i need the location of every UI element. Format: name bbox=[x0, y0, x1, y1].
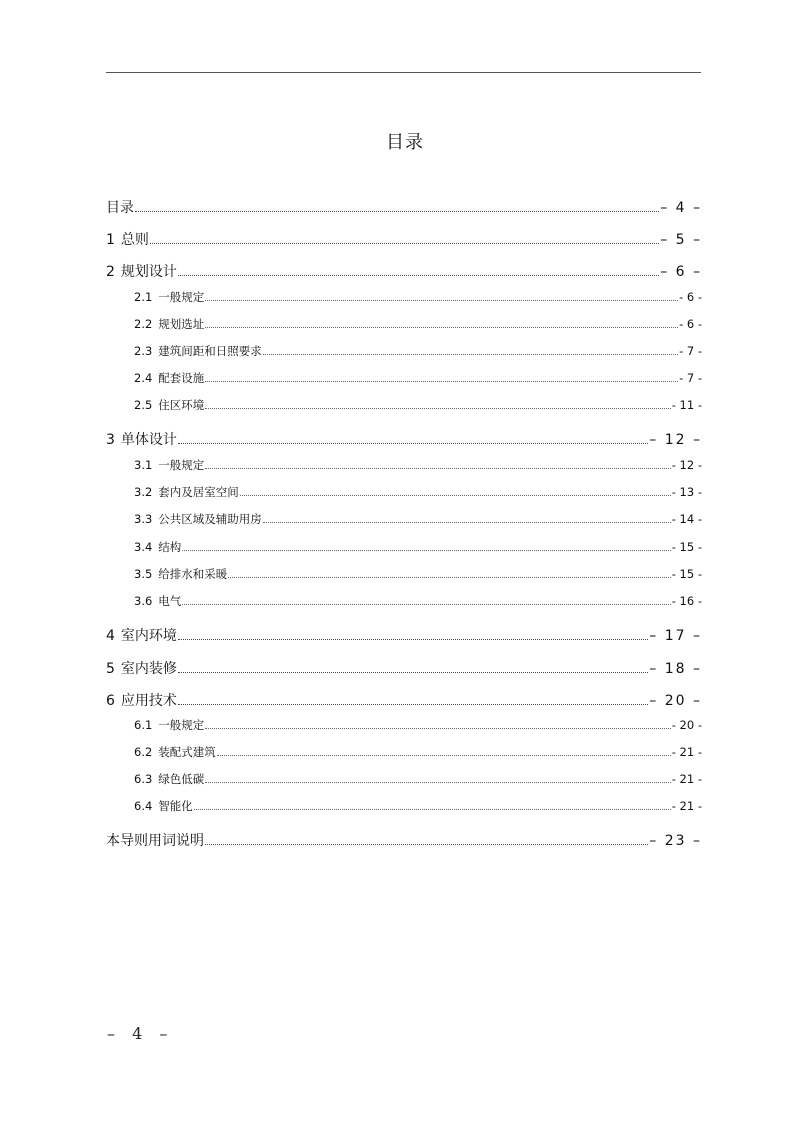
dot-leader bbox=[182, 550, 670, 551]
dot-leader bbox=[263, 522, 671, 523]
toc-entry-text: 室内环境 bbox=[120, 628, 177, 644]
toc-entry-number: 6.1 bbox=[134, 718, 153, 732]
toc-entry-chapter[interactable] bbox=[106, 625, 702, 645]
toc-entry-label bbox=[134, 717, 204, 733]
dot-leader bbox=[217, 755, 671, 756]
toc-entry-text: 电气 bbox=[158, 594, 182, 608]
toc-entry-text: 室内装修 bbox=[120, 661, 177, 677]
toc-entry-section[interactable] bbox=[134, 457, 702, 473]
toc-entry-label bbox=[134, 397, 204, 413]
toc-entry-section[interactable] bbox=[134, 539, 702, 555]
dot-leader bbox=[240, 495, 671, 496]
toc-entry-text: 绿色低碳 bbox=[158, 772, 205, 786]
toc-entry-section[interactable] bbox=[134, 511, 702, 527]
toc-entry-label bbox=[134, 539, 181, 555]
toc-entry-chapter[interactable] bbox=[106, 830, 702, 850]
toc-entry-text: 应用技术 bbox=[120, 693, 177, 709]
toc-entry-label bbox=[134, 744, 216, 760]
toc-entry-label bbox=[106, 197, 134, 217]
toc-entry-text: 单体设计 bbox=[120, 432, 177, 448]
toc-entry-page: – 5 – bbox=[660, 232, 702, 248]
dot-leader bbox=[135, 211, 659, 212]
toc-entry-number: 3.4 bbox=[134, 540, 153, 554]
toc-entry-number: 2.1 bbox=[134, 290, 153, 304]
toc-entry-page: – 20 – bbox=[649, 693, 702, 709]
toc-entry-label bbox=[106, 625, 177, 645]
toc-entry-page: - 21 - bbox=[671, 745, 702, 759]
toc-entry-page: - 21 - bbox=[671, 772, 702, 786]
toc-entry-section[interactable] bbox=[134, 397, 702, 413]
dot-leader bbox=[178, 639, 648, 640]
toc-entry-section[interactable] bbox=[134, 289, 702, 305]
toc-entry-page: - 21 - bbox=[671, 799, 702, 813]
toc-entry-number: 2 bbox=[106, 264, 115, 280]
toc-entry-text: 给排水和采暖 bbox=[158, 567, 228, 581]
dot-leader bbox=[178, 275, 659, 276]
dot-leader bbox=[205, 844, 648, 845]
toc-entry-chapter[interactable] bbox=[106, 658, 702, 678]
dot-leader bbox=[205, 381, 678, 382]
toc-entry-text: 配套设施 bbox=[158, 371, 205, 385]
toc-entry-section[interactable] bbox=[134, 771, 702, 787]
dot-leader bbox=[205, 782, 670, 783]
toc-entry-chapter[interactable] bbox=[106, 197, 702, 217]
toc-entry-text: 住区环境 bbox=[158, 398, 205, 412]
dot-leader bbox=[178, 443, 648, 444]
toc-entry-label bbox=[134, 771, 204, 787]
toc-entry-section[interactable] bbox=[134, 370, 702, 386]
toc-entry-page: – 4 – bbox=[660, 200, 702, 216]
dot-leader bbox=[150, 243, 659, 244]
toc-entry-label bbox=[134, 316, 204, 332]
toc-entry-section[interactable] bbox=[134, 316, 702, 332]
toc-entry-number: 3.5 bbox=[134, 567, 153, 581]
toc-entry-label bbox=[106, 429, 177, 449]
toc-entry-text: 智能化 bbox=[158, 799, 193, 813]
toc-entry-section[interactable] bbox=[134, 593, 702, 609]
dot-leader bbox=[178, 704, 648, 705]
toc-entry-text: 套内及居室空间 bbox=[158, 485, 239, 499]
dot-leader bbox=[205, 300, 678, 301]
toc-entry-number: 3.1 bbox=[134, 458, 153, 472]
toc-entry-page: - 14 - bbox=[671, 512, 702, 526]
dot-leader bbox=[205, 728, 670, 729]
toc-entry-text: 规划设计 bbox=[120, 264, 177, 280]
header-rule bbox=[106, 72, 701, 73]
dot-leader bbox=[182, 604, 670, 605]
toc-entry-label bbox=[134, 566, 227, 582]
toc-entry-number: 6.2 bbox=[134, 745, 153, 759]
dot-leader bbox=[263, 354, 678, 355]
toc-entry-text: 装配式建筑 bbox=[158, 745, 216, 759]
toc-entry-text: 总则 bbox=[120, 232, 149, 248]
dot-leader bbox=[178, 672, 648, 673]
toc-entry-text: 公共区域及辅助用房 bbox=[158, 512, 262, 526]
dot-leader bbox=[205, 327, 678, 328]
toc-entry-page: - 12 - bbox=[671, 458, 702, 472]
toc-entry-label bbox=[106, 261, 177, 281]
toc-entry-label bbox=[134, 370, 204, 386]
toc-entry-number: 2.2 bbox=[134, 317, 153, 331]
toc-entry-page: – 18 – bbox=[649, 661, 702, 677]
toc-entry-label bbox=[134, 511, 262, 527]
toc-entry-section[interactable] bbox=[134, 798, 702, 814]
toc-entry-number: 6.3 bbox=[134, 772, 153, 786]
toc-entry-number: 5 bbox=[106, 661, 115, 677]
toc-entry-text: 一般规定 bbox=[158, 290, 205, 304]
toc-entry-page: - 11 - bbox=[671, 398, 702, 412]
toc-entry-label bbox=[134, 289, 204, 305]
toc-entry-label bbox=[106, 229, 149, 249]
toc-entry-text: 一般规定 bbox=[158, 458, 205, 472]
toc-entry-number: 6 bbox=[106, 693, 115, 709]
toc-entry-number: 2.4 bbox=[134, 371, 153, 385]
toc-entry-page: – 6 – bbox=[660, 264, 702, 280]
dot-leader bbox=[205, 408, 670, 409]
toc-entry-page: – 17 – bbox=[649, 628, 702, 644]
toc-entry-number: 3.3 bbox=[134, 512, 153, 526]
toc-entry-text: 本导则用词说明 bbox=[106, 833, 204, 849]
toc-entry-section[interactable] bbox=[134, 717, 702, 733]
toc-entry-page: - 15 - bbox=[671, 540, 702, 554]
toc-entry-chapter[interactable] bbox=[106, 429, 702, 449]
toc-entry-number: 3.2 bbox=[134, 485, 153, 499]
toc-title: 目录 bbox=[386, 132, 424, 153]
toc-entry-page: - 6 - bbox=[679, 317, 702, 331]
toc-entry-label bbox=[134, 343, 262, 359]
toc-entry-page: - 7 - bbox=[679, 344, 702, 358]
toc-entry-number: 2.3 bbox=[134, 344, 153, 358]
toc-entry-section[interactable] bbox=[134, 566, 702, 582]
toc-entry-section[interactable] bbox=[134, 343, 702, 359]
toc-entry-section[interactable] bbox=[134, 484, 702, 500]
toc-entry-label bbox=[106, 690, 177, 710]
toc-entry-section[interactable] bbox=[134, 744, 702, 760]
dot-leader bbox=[194, 809, 671, 810]
toc-entry-page: - 16 - bbox=[671, 594, 702, 608]
toc-entry-number: 2.5 bbox=[134, 398, 153, 412]
toc-entry-number: 3.6 bbox=[134, 594, 153, 608]
toc-entry-chapter[interactable] bbox=[106, 261, 702, 281]
toc-entry-chapter[interactable] bbox=[106, 229, 702, 249]
toc-entry-label bbox=[106, 830, 204, 850]
footer-page-number: – 4 – bbox=[107, 1024, 174, 1043]
toc-entry-label bbox=[134, 457, 204, 473]
dot-leader bbox=[228, 577, 670, 578]
dot-leader bbox=[205, 468, 670, 469]
toc-entry-text: 结构 bbox=[158, 540, 182, 554]
toc-entry-chapter[interactable] bbox=[106, 690, 702, 710]
toc-entry-label bbox=[134, 484, 239, 500]
toc-entry-page: – 12 – bbox=[649, 432, 702, 448]
toc-entry-text: 规划选址 bbox=[158, 317, 205, 331]
toc-entry-page: - 15 - bbox=[671, 567, 702, 581]
toc-entry-page: – 23 – bbox=[649, 833, 702, 849]
toc-entry-text: 建筑间距和日照要求 bbox=[158, 344, 262, 358]
toc-entry-text: 一般规定 bbox=[158, 718, 205, 732]
toc-entry-page: - 7 - bbox=[679, 371, 702, 385]
toc-entry-label bbox=[134, 798, 193, 814]
toc-entry-label bbox=[134, 593, 181, 609]
toc-entry-number: 6.4 bbox=[134, 799, 153, 813]
toc-entry-number: 3 bbox=[106, 432, 115, 448]
toc-entry-label bbox=[106, 658, 177, 678]
toc-entry-page: - 20 - bbox=[671, 718, 702, 732]
toc-entry-number: 1 bbox=[106, 232, 115, 248]
toc-entry-text: 目录 bbox=[106, 200, 134, 216]
toc-entry-number: 4 bbox=[106, 628, 115, 644]
toc-entry-page: - 13 - bbox=[671, 485, 702, 499]
toc-entry-page: - 6 - bbox=[679, 290, 702, 304]
